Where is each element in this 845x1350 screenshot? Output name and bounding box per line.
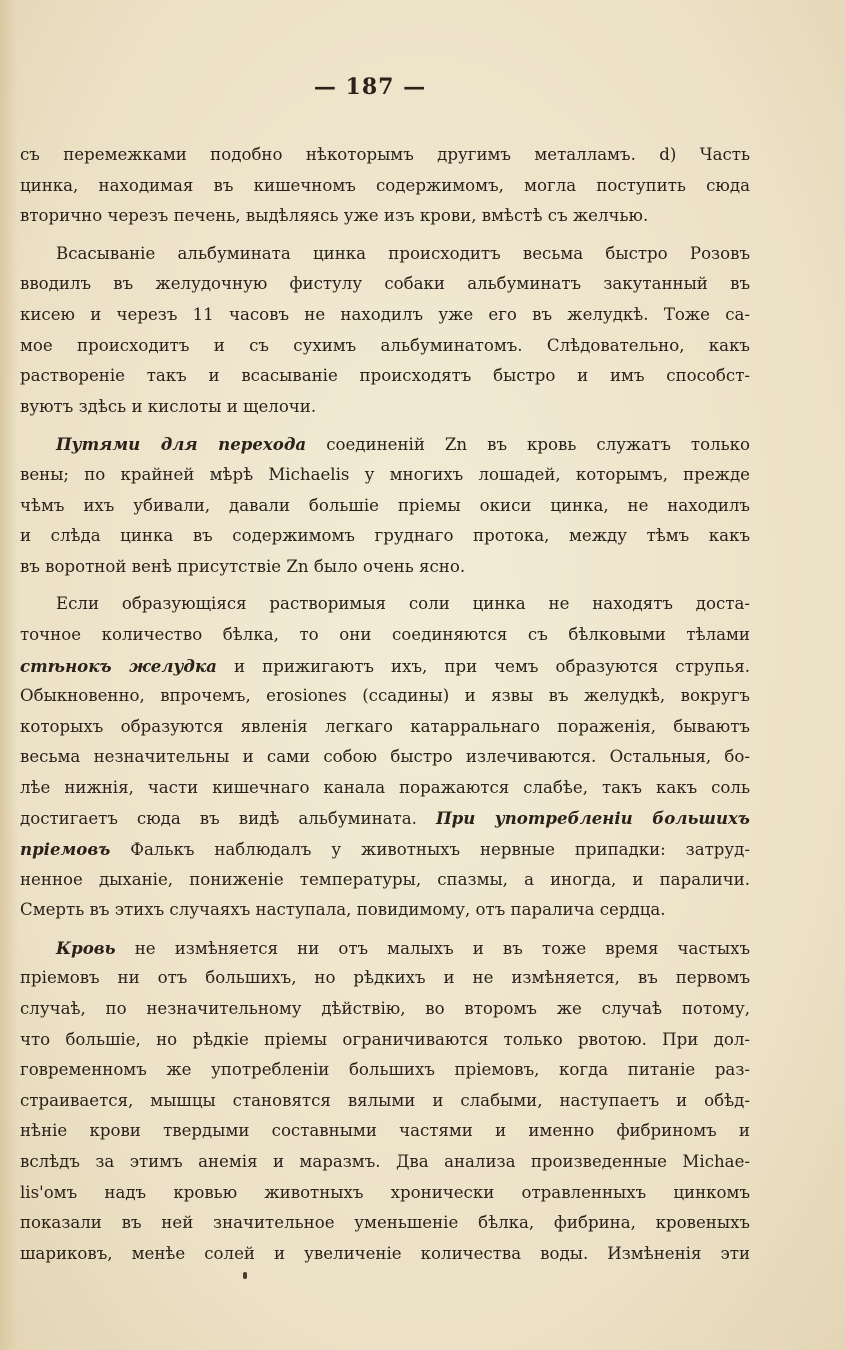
body-text xyxy=(20,140,750,1269)
text-line: кисею и черезъ 11 часовъ не находилъ уже его въ желудкѣ. Тоже са- xyxy=(20,304,750,324)
text-line: Всасываніе альбумината цинка происходитъ весьма быстро Розовъ xyxy=(56,243,750,263)
text-line: нѣніе крови твердыми составными частями и именно фибриномъ и xyxy=(20,1121,750,1141)
text-line: мое происходитъ и съ сухимъ альбуминатомъ. Слѣдовательно, какъ xyxy=(20,335,750,355)
line-text: Фалькъ наблюдалъ у животныхъ нервные припадки: затруд- xyxy=(130,840,750,860)
text-line: точное количество бѣлка, то они соединяются съ бѣлковыми тѣлами xyxy=(20,624,750,644)
text-line: lis'омъ надъ кровью животныхъ хронически отравленныхъ цинкомъ xyxy=(20,1182,750,1202)
paragraph-1 xyxy=(20,140,750,232)
page-gutter-shadow xyxy=(0,0,18,1350)
text-line: которыхъ образуются явленія легкаго катарральнаго пораженія, бываютъ xyxy=(20,716,750,736)
text-line: и слѣда цинка въ содержимомъ груднаго протока, между тѣмъ какъ xyxy=(20,526,750,546)
text-line xyxy=(20,429,750,460)
text-line: раствореніе такъ и всасываніе происходятъ быстро и имъ способст- xyxy=(20,366,750,386)
text-line: весьма незначительны и сами собою быстро излечиваются. Остальныя, бо- xyxy=(20,747,750,767)
text-line: случаѣ, по незначительному дѣйствію, во второмъ же случаѣ потому, xyxy=(20,999,750,1019)
text-line: вторично черезъ печень, выдѣляясь уже изъ крови, вмѣстѣ съ желчью. xyxy=(20,206,649,226)
text-line xyxy=(20,803,750,834)
line-text: не измѣняется ни отъ малыхъ и въ тоже время частыхъ xyxy=(134,938,750,958)
italic-heading: Путями для перехода xyxy=(56,434,307,455)
italic-heading: Кровь xyxy=(56,937,116,958)
text-line: чѣмъ ихъ убивали, давали большіе пріемы окиси цинка, не находилъ xyxy=(20,495,750,515)
text-line: Смерть въ этихъ случаяхъ наступала, повидимому, отъ паралича сердца. xyxy=(20,900,666,920)
italic-term: стѣнокъ желудка xyxy=(20,655,217,676)
text-line: Обыкновенно, впрочемъ, erosiones (ссадины) и язвы въ желудкѣ, вокругъ xyxy=(20,686,750,706)
text-line: вводилъ въ желудочную фистулу собаки альбуминатъ закутанный въ xyxy=(20,274,750,294)
line-text: соединеній Zn въ кровь служатъ только xyxy=(326,435,750,455)
line-text: и прижигаютъ ихъ, при чемъ образуются струпья. xyxy=(234,656,750,676)
text-line: вслѣдъ за этимъ анемія и маразмъ. Два анализа произведенные Michae- xyxy=(20,1152,750,1171)
italic-term: При употребленіи большихъ xyxy=(435,808,750,829)
page-number: — 187 — xyxy=(313,74,427,100)
text-line: Если образующіяся растворимыя соли цинка не находятъ доста- xyxy=(56,594,750,614)
italic-term: пріемовъ xyxy=(20,839,111,860)
text-line: вуютъ здѣсь и кислоты и щелочи. xyxy=(20,396,317,416)
text-line xyxy=(20,834,750,865)
text-line: пріемовъ ни отъ большихъ, но рѣдкихъ и не измѣняется, въ первомъ xyxy=(20,968,750,988)
ink-speck xyxy=(243,1272,247,1279)
text-line: что большіе, но рѣдкіе пріемы ограничиваются только рвотою. При дол- xyxy=(20,1029,750,1049)
text-line: говременномъ же употребленіи большихъ пріемовъ, когда питаніе раз- xyxy=(20,1060,750,1080)
line-text: достигаетъ сюда въ видѣ альбумината. xyxy=(20,809,417,829)
text-line: страивается, мышцы становятся вялыми и слабыми, наступаетъ и обѣд- xyxy=(20,1090,750,1110)
text-line: съ перемежками подобно нѣкоторымъ другимъ металламъ. d) Часть xyxy=(20,145,750,164)
text-line: показали въ ней значительное уменьшеніе бѣлка, фибрина, кровеныхъ xyxy=(20,1213,750,1233)
paragraph-3 xyxy=(20,429,750,582)
text-line: лѣе нижнія, части кишечнаго канала поражаются слабѣе, такъ какъ соль xyxy=(20,777,750,797)
paragraph-2 xyxy=(20,239,750,423)
text-line: вены; по крайней мѣрѣ Michaelis у многихъ лошадей, которымъ, прежде xyxy=(20,464,750,484)
text-line xyxy=(20,933,750,964)
text-line: въ воротной венѣ присутствіе Zn было очень ясно. xyxy=(20,556,466,576)
text-line: шариковъ, менѣе солей и увеличеніе количества воды. Измѣненія эти xyxy=(20,1243,750,1263)
paragraph-4 xyxy=(20,589,750,926)
text-line: ненное дыханіе, пониженіе температуры, спазмы, а иногда, и параличи. xyxy=(20,869,750,889)
text-line xyxy=(20,651,750,682)
paragraph-5 xyxy=(20,933,750,1270)
text-line: цинка, находимая въ кишечномъ содержимомъ, могла поступить сюда xyxy=(20,175,750,195)
